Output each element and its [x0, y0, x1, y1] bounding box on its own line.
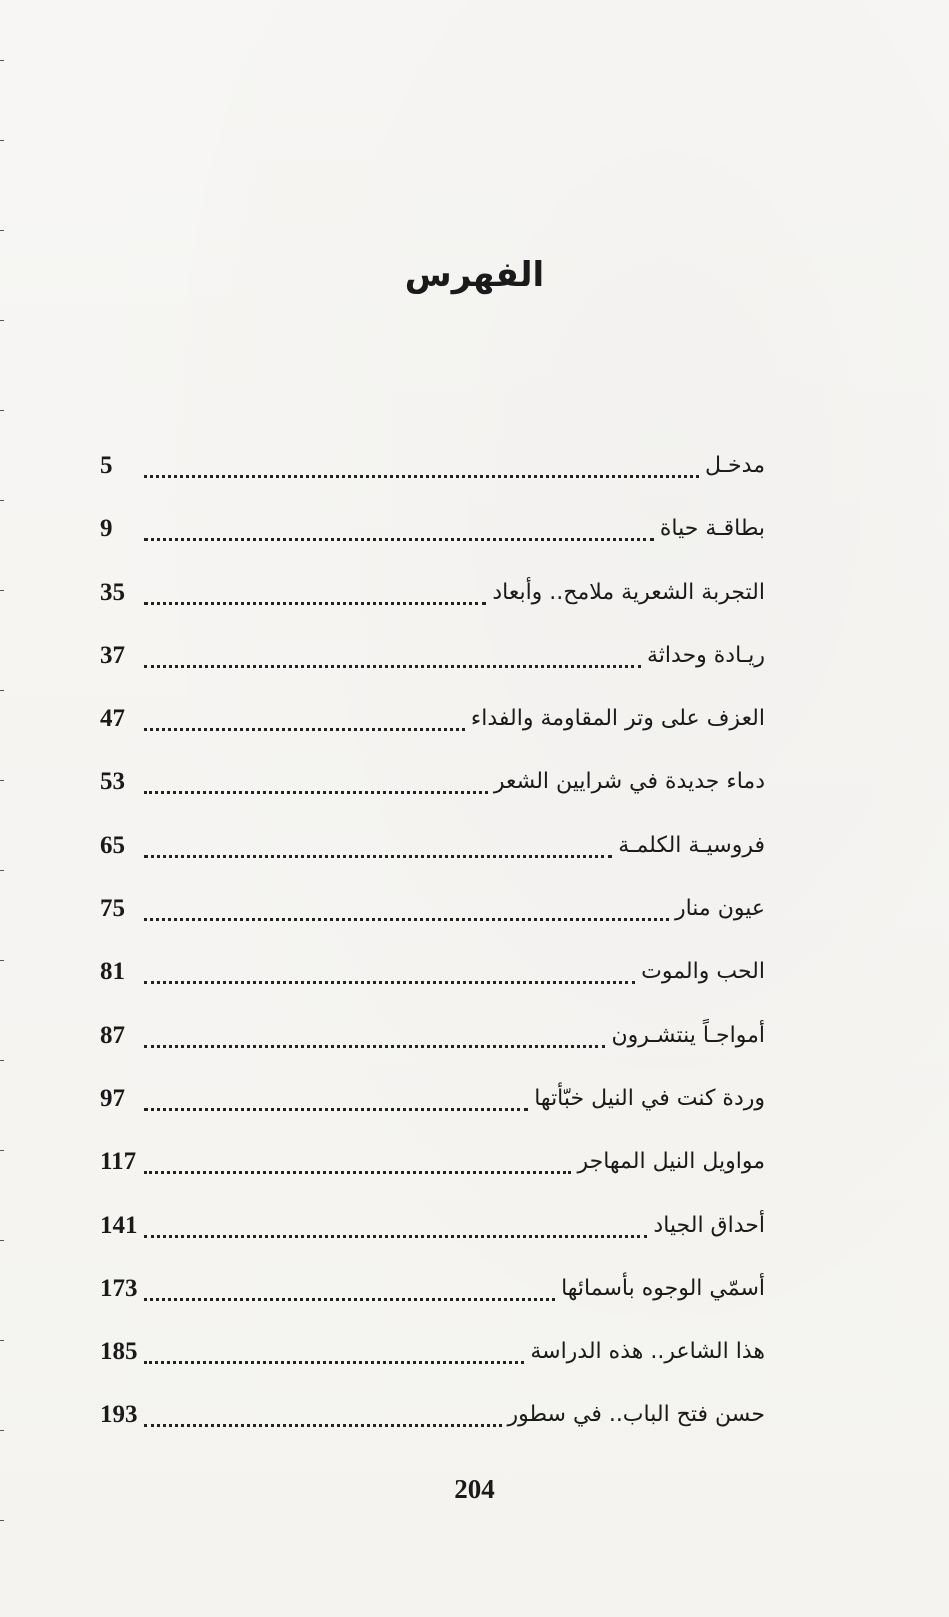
- toc-entry[interactable]: [100, 568, 765, 631]
- toc-page-number: 193: [100, 1401, 138, 1429]
- toc-leader-dots: [144, 1201, 647, 1251]
- toc-page-number: 97: [100, 1084, 125, 1112]
- toc-entry-title: مواويل النيل المهاجر: [577, 1149, 765, 1175]
- toc-entry-title: مدخـل: [704, 453, 765, 478]
- toc-page-number: 47: [100, 705, 125, 733]
- toc-page-number: 37: [100, 641, 125, 669]
- toc-entry-title: أسمّي الوجوه بأسمائها: [561, 1275, 765, 1301]
- toc-leader-dots: [144, 1264, 555, 1314]
- page-title: الفهرس: [404, 254, 545, 295]
- toc-entry-title: حسن فتح الباب.. في سطور: [507, 1402, 765, 1428]
- toc-page-number: 185: [100, 1338, 138, 1366]
- page-edge-marks: [0, 0, 8, 1617]
- page-number: 204: [454, 1474, 495, 1504]
- toc-leader-dots: [144, 884, 669, 934]
- toc-entry-title: فروسيـة الكلمـة: [618, 832, 765, 858]
- toc-entry-title: عيون منار: [674, 896, 765, 922]
- toc-entry-title: العزف على وتر المقاومة والفداء: [470, 706, 765, 732]
- toc-entry[interactable]: [100, 1011, 765, 1074]
- toc-entry[interactable]: [100, 1390, 765, 1453]
- toc-entry-title: وردة كنت في النيل خبّأتها: [534, 1085, 765, 1111]
- toc-page-number: 65: [100, 831, 125, 859]
- toc-leader-dots: [144, 631, 641, 681]
- toc-page-number: 9: [100, 515, 113, 543]
- toc-entry-title: بطاقـة حياة: [659, 516, 765, 542]
- toc-entry[interactable]: [100, 821, 765, 884]
- toc-entry[interactable]: [100, 757, 765, 820]
- toc-entry-title: ريـادة وحداثة: [646, 642, 765, 668]
- toc-page-number: 53: [100, 768, 125, 796]
- toc-page-number: 5: [100, 452, 113, 479]
- toc-entry-title: الحب والموت: [641, 959, 765, 985]
- toc-leader-dots: [144, 1327, 524, 1377]
- toc-entry-title: هذا الشاعر.. هذه الدراسة: [530, 1339, 765, 1365]
- toc-page-number: 75: [100, 895, 125, 923]
- toc-entry[interactable]: [100, 504, 765, 567]
- toc-entry[interactable]: [100, 441, 765, 504]
- toc-entry-title: دماء جديدة في شرايين الشعر: [493, 769, 765, 795]
- toc-leader-dots: [144, 441, 699, 491]
- toc-entry-title: التجربة الشعرية ملامح.. وأبعاد: [492, 579, 765, 605]
- toc-entry[interactable]: [100, 884, 765, 947]
- toc-entry[interactable]: [100, 1074, 765, 1137]
- toc-leader-dots: [144, 1137, 571, 1187]
- toc-entry[interactable]: [100, 1327, 765, 1390]
- toc-leader-dots: [144, 757, 488, 807]
- toc-entry[interactable]: [100, 947, 765, 1010]
- toc-page-number: 87: [100, 1021, 125, 1049]
- toc-leader-dots: [144, 568, 486, 618]
- toc-leader-dots: [144, 1011, 605, 1061]
- toc-page-number: 117: [100, 1148, 137, 1176]
- toc-entry[interactable]: [100, 694, 765, 757]
- toc-entry[interactable]: [100, 631, 765, 694]
- toc-leader-dots: [144, 1074, 528, 1124]
- toc-page-number: 35: [100, 578, 125, 606]
- toc-page-number: 141: [100, 1211, 138, 1239]
- toc-entry-title: أمواجـاً ينتشـرون: [611, 1022, 765, 1048]
- toc-leader-dots: [144, 947, 635, 997]
- toc-entry-title: أحداق الجياد: [653, 1212, 765, 1238]
- toc-leader-dots: [144, 504, 654, 554]
- table-of-contents: [100, 441, 765, 1454]
- toc-page-number: 173: [100, 1274, 138, 1302]
- toc-entry[interactable]: [100, 1264, 765, 1327]
- toc-leader-dots: [144, 1390, 502, 1440]
- toc-leader-dots: [144, 821, 612, 871]
- toc-entry[interactable]: [100, 1137, 765, 1200]
- toc-leader-dots: [144, 694, 465, 744]
- toc-entry[interactable]: [100, 1201, 765, 1264]
- toc-page-number: 81: [100, 958, 125, 986]
